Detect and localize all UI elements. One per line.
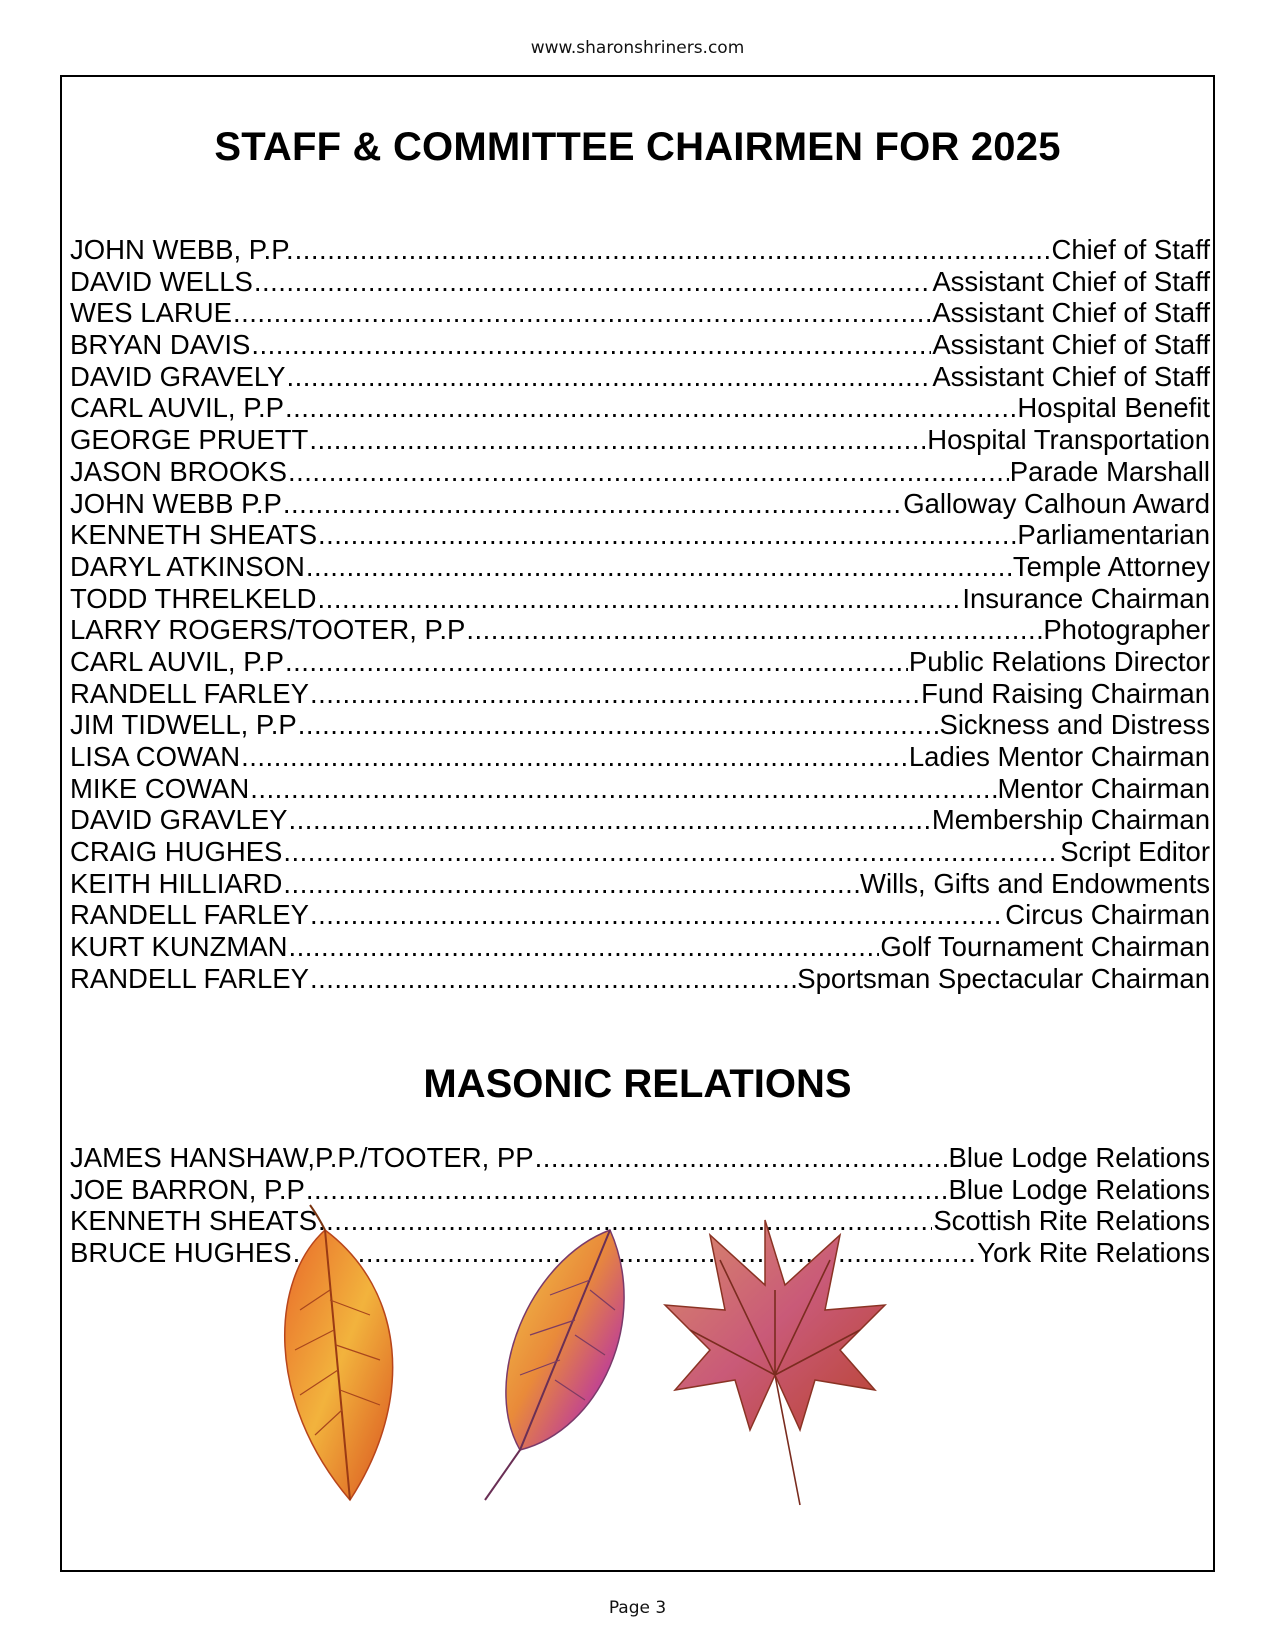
- dot-leader: [318, 519, 1016, 551]
- staff-list: [70, 234, 1210, 995]
- member-name: CRAIG HUGHES: [70, 836, 283, 868]
- dot-leader: [318, 583, 962, 615]
- maple-leaf-icon: [665, 1220, 885, 1505]
- member-role: Insurance Chairman: [962, 582, 1210, 614]
- dot-leader: [241, 741, 908, 773]
- member-role: Blue Lodge Relations: [948, 1142, 1210, 1173]
- member-role: Circus Chairman: [1005, 899, 1210, 931]
- member-role: Script Editor: [1060, 836, 1210, 868]
- page-title: STAFF & COMMITTEE CHAIRMEN FOR 2025: [214, 125, 1061, 169]
- member-role: Fund Raising Chairman: [921, 677, 1210, 709]
- member-role: Hospital Transportation: [927, 424, 1210, 456]
- dot-leader: [535, 1142, 948, 1174]
- autumn-leaves-illustration: [230, 1200, 960, 1530]
- roster-row: [70, 773, 1210, 805]
- member-name: JIM TIDWELL, P.P: [70, 709, 297, 741]
- roster-row: [70, 456, 1210, 488]
- member-role: Photographer: [1043, 614, 1210, 646]
- roster-row: [70, 583, 1210, 615]
- member-name: WES LARUE: [70, 297, 232, 329]
- member-role: Temple Attorney: [1012, 550, 1210, 582]
- dot-leader: [288, 456, 1009, 488]
- dot-leader: [283, 836, 1059, 868]
- dot-leader: [285, 392, 1016, 424]
- roster-row: [70, 488, 1210, 520]
- dot-leader: [285, 646, 908, 678]
- dot-leader: [251, 329, 931, 361]
- dot-leader: [310, 678, 920, 710]
- roster-row: [70, 709, 1210, 741]
- roster-row: [70, 297, 1210, 329]
- roster-row: [70, 899, 1210, 931]
- member-role: Assistant Chief of Staff: [932, 265, 1210, 297]
- dot-leader: [466, 614, 1042, 646]
- dot-leader: [254, 266, 931, 298]
- member-role: Membership Chairman: [931, 804, 1210, 836]
- roster-row: [70, 678, 1210, 710]
- member-name: GEORGE PRUETT: [70, 424, 309, 456]
- dot-leader: [310, 963, 796, 995]
- roster-row: [70, 551, 1210, 583]
- member-role: York Rite Relations: [977, 1237, 1210, 1269]
- roster-row: [70, 646, 1210, 678]
- member-role: Chief of Staff: [1051, 234, 1210, 265]
- dot-leader: [306, 551, 1012, 583]
- orange-leaf-icon: [285, 1205, 393, 1500]
- member-role: Galloway Calhoun Award: [903, 487, 1210, 519]
- member-role: Sportsman Spectacular Chairman: [797, 962, 1210, 994]
- roster-row: [70, 424, 1210, 456]
- masonic-heading: MASONIC RELATIONS: [423, 1062, 852, 1106]
- roster-row: [70, 361, 1210, 393]
- member-name: JOE BARRON, P.P: [70, 1173, 305, 1205]
- roster-row: [70, 804, 1210, 836]
- roster-row: [70, 234, 1210, 266]
- roster-row: [70, 868, 1210, 900]
- member-name: JASON BROOKS: [70, 455, 287, 487]
- member-name: JOHN WEBB P.P: [70, 487, 282, 519]
- member-name: DAVID WELLS: [70, 265, 253, 297]
- member-role: Ladies Mentor Chairman: [908, 741, 1210, 772]
- roster-row: [70, 963, 1210, 995]
- member-role: Parliamentarian: [1017, 519, 1210, 551]
- yellow-magenta-leaf-icon: [485, 1230, 624, 1500]
- member-name: RANDELL FARLEY: [70, 899, 309, 931]
- member-name: CARL AUVIL, P.P: [70, 645, 284, 677]
- member-role: Sickness and Distress: [939, 709, 1210, 741]
- member-name: MIKE COWAN: [70, 772, 250, 804]
- dot-leader: [298, 709, 939, 741]
- member-name: JOHN WEBB, P.P.: [70, 234, 294, 265]
- site-url: www.sharonshriners.com: [530, 38, 745, 58]
- member-role: Public Relations Director: [908, 645, 1210, 677]
- member-name: TODD THRELKELD: [70, 582, 317, 614]
- member-role: Golf Tournament Chairman: [880, 931, 1210, 963]
- member-role: Scottish Rite Relations: [933, 1205, 1210, 1237]
- member-role: Assistant Chief of Staff: [932, 360, 1210, 392]
- member-name: KURT KUNZMAN: [70, 931, 288, 963]
- page-number: Page 3: [608, 1598, 667, 1618]
- dot-leader: [289, 804, 931, 836]
- member-name: CARL AUVIL, P.P: [70, 392, 284, 424]
- member-name: DAVID GRAVLEY: [70, 804, 288, 836]
- member-name: DAVID GRAVELY: [70, 360, 286, 392]
- member-role: Hospital Benefit: [1017, 392, 1210, 424]
- member-role: Wills, Gifts and Endowments: [860, 867, 1210, 899]
- dot-leader: [288, 931, 879, 963]
- roster-row: [70, 1142, 1210, 1174]
- member-role: Blue Lodge Relations: [948, 1173, 1210, 1205]
- roster-row: [70, 266, 1210, 298]
- roster-row: [70, 836, 1210, 868]
- member-name: LISA COWAN: [70, 741, 241, 772]
- member-name: LARRY ROGERS/TOOTER, P.P: [70, 614, 466, 646]
- roster-row: [70, 329, 1210, 361]
- dot-leader: [286, 361, 931, 393]
- member-role: Assistant Chief of Staff: [932, 329, 1210, 361]
- member-name: KENNETH SHEATS: [70, 1205, 318, 1237]
- roster-row: [70, 614, 1210, 646]
- member-name: DARYL ATKINSON: [70, 550, 305, 582]
- member-role: Assistant Chief of Staff: [932, 297, 1210, 329]
- dot-leader: [283, 868, 859, 900]
- roster-row: [70, 741, 1210, 773]
- dot-leader: [295, 234, 1051, 266]
- roster-row: [70, 392, 1210, 424]
- member-role: Mentor Chairman: [997, 772, 1210, 804]
- member-name: JAMES HANSHAW,P.P./TOOTER, PP: [70, 1142, 534, 1173]
- dot-leader: [309, 424, 926, 456]
- member-name: RANDELL FARLEY: [70, 677, 309, 709]
- member-name: KEITH HILLIARD: [70, 867, 283, 899]
- dot-leader: [250, 773, 996, 805]
- member-name: BRYAN DAVIS: [70, 329, 251, 361]
- roster-row: [70, 931, 1210, 963]
- dot-leader: [233, 297, 931, 329]
- dot-leader: [283, 488, 902, 520]
- member-name: KENNETH SHEATS: [70, 519, 318, 551]
- roster-row: [70, 519, 1210, 551]
- dot-leader: [310, 899, 1004, 931]
- member-role: Parade Marshall: [1009, 455, 1210, 487]
- member-name: BRUCE HUGHES: [70, 1237, 292, 1269]
- member-name: RANDELL FARLEY: [70, 962, 309, 994]
